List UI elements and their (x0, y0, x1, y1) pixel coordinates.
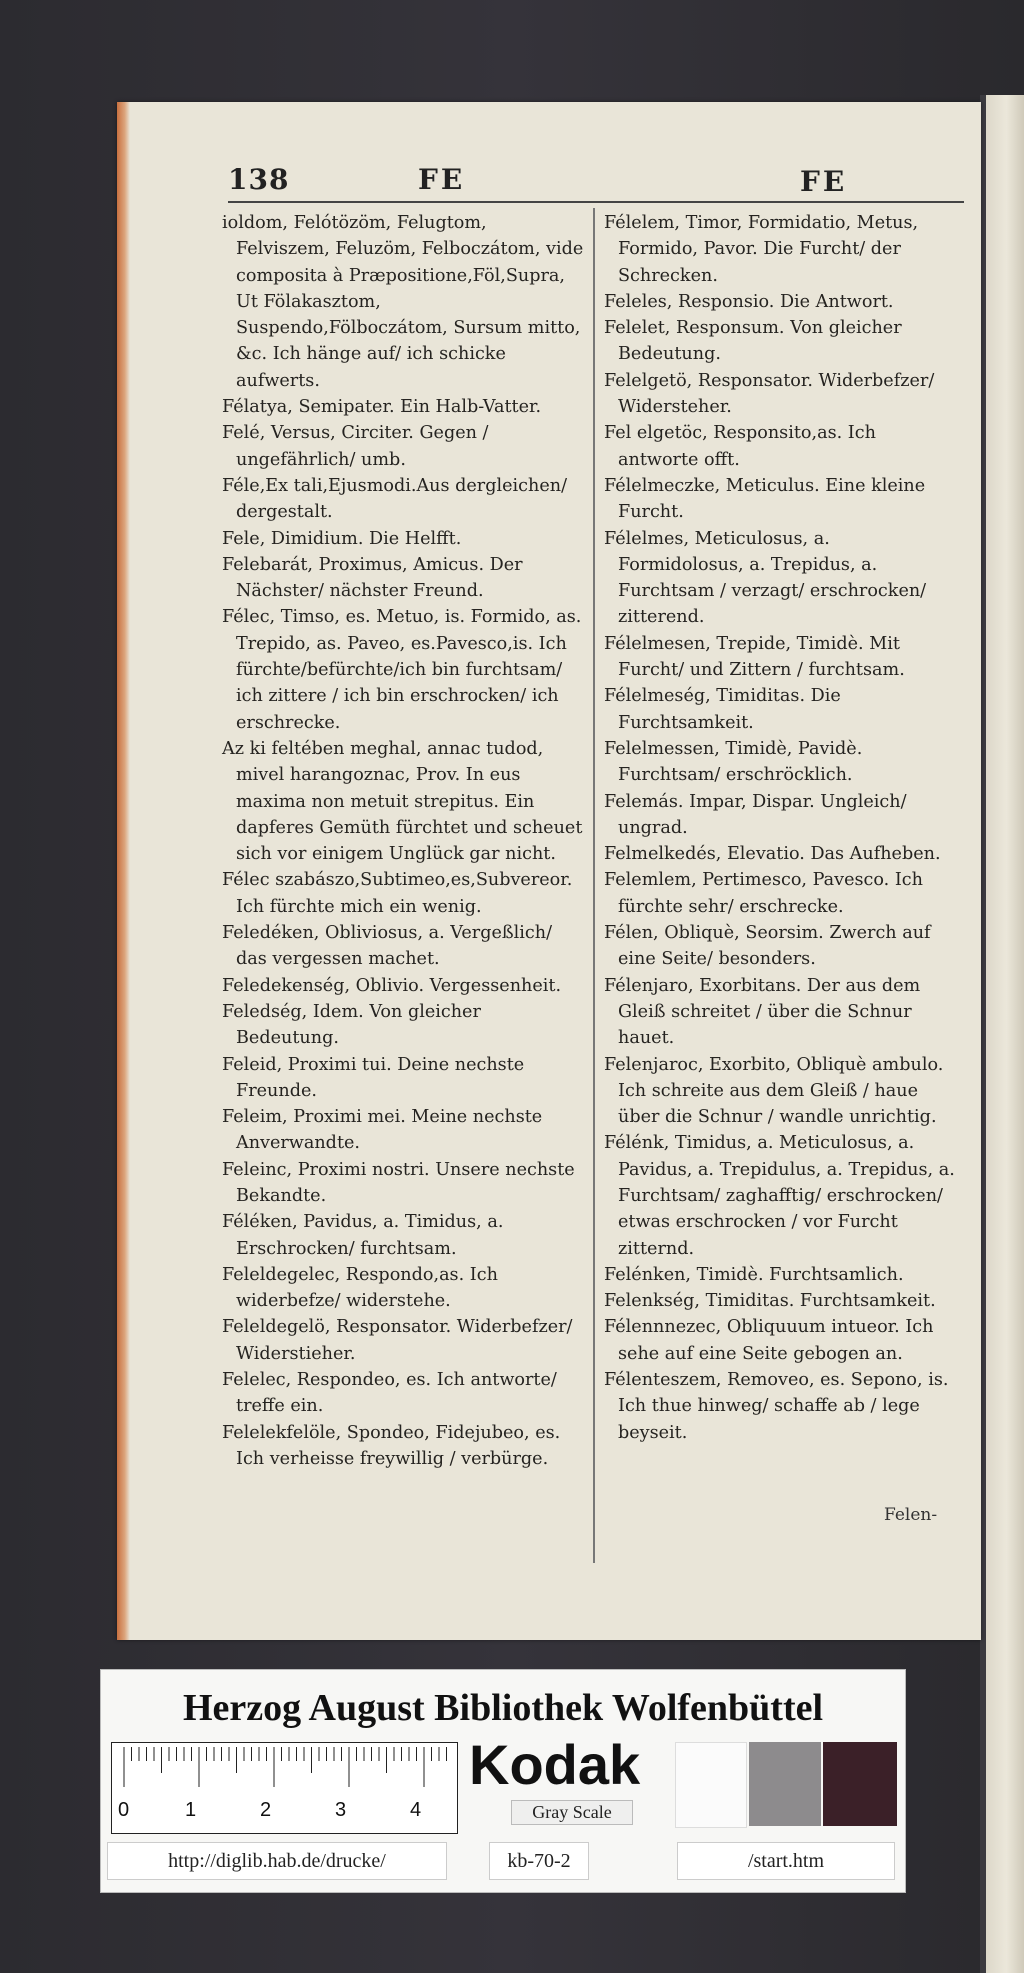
ruler (111, 1742, 458, 1834)
dictionary-entry: Feleles, Responsio. Die Antwort. (604, 291, 894, 312)
dictionary-entry: Félelmes, Meticulosus, a. Formidolosus, a. Trepidus, a. Furchtsam / verzagt/ erschrocken/ zitterend. (604, 528, 927, 628)
page-header (228, 163, 966, 203)
ruler-number: 0 (118, 1799, 130, 1821)
gray-patch-dark (823, 1742, 897, 1826)
gray-patch-mid (749, 1742, 821, 1826)
dictionary-entry: Félec, Timso, es. Metuo, is. Formido, as. Trepido, as. Paveo, es.Pavesco,is. Ich fürchte/befürchte/ich bin furchtsam/ ich zittere / ich bin erschrocken/ ich erschrecke. (222, 607, 582, 733)
dictionary-entry: Felénken, Timidè. Furchtsamlich. (604, 1264, 904, 1285)
dictionary-entry: Feleldegelec, Respondo,as. Ich widerbefze/ widerstehe. (222, 1264, 498, 1312)
kodak-logo: Kodak (469, 1733, 641, 1796)
ruler-number: 1 (185, 1799, 197, 1821)
dictionary-entry: Felemás. Impar, Dispar. Ungleich/ ungrad. (604, 791, 907, 838)
page-edge-shadow (117, 102, 130, 1640)
ruler-ticks (112, 1743, 457, 1833)
dictionary-entry: Féléken, Pavidus, a. Timidus, a. Erschrocken/ furchtsam. (222, 1212, 504, 1259)
dictionary-entry: Felenjaroc, Exorbito, Obliquè ambulo. Ich schreite aus dem Gleiß / haue über die Schnur / wandle unrichtig. (604, 1054, 944, 1128)
dictionary-entry: Felelet, Responsum. Von gleicher Bedeutung. (604, 318, 902, 365)
dictionary-entry: Feledekenség, Oblivio. Vergessenheit. (222, 975, 562, 996)
dictionary-entry: Felelgetö, Responsator. Widerbefzer/ Widersteher. (604, 370, 935, 418)
dictionary-entry: Felelec, Respondeo, es. Ich antworte/ treffe ein. (222, 1370, 557, 1417)
dictionary-entry: Felelekfelöle, Spondeo, Fidejubeo, es. Ich verheisse freywillig / verbürge. (222, 1422, 561, 1469)
dictionary-entry: Feleinc, Proximi nostri. Unsere nechste Bekandte. (222, 1159, 575, 1206)
dictionary-entry: Felé, Versus, Circiter. Gegen / ungefährlich/ umb. (222, 423, 489, 470)
catchword: Felen- (884, 1505, 938, 1525)
dictionary-entry: Félenjaro, Exorbitans. Der aus dem Gleiß schreitet / über die Schnur hauet. (604, 975, 921, 1049)
url-segment: /start.htm (677, 1842, 895, 1880)
ruler-number: 3 (335, 1799, 347, 1821)
dictionary-entry: Félelmesen, Trepide, Timidè. Mit Furcht/ und Zittern / furchtsam. (604, 633, 905, 681)
dictionary-entry: Felenkség, Timiditas. Furchtsamkeit. (604, 1291, 936, 1312)
header-right: FE (800, 165, 848, 198)
dictionary-entry: Félelem, Timor, Formidatio, Metus, Formido, Pavor. Die Furcht/ der Schrecken. (604, 213, 919, 286)
dictionary-entry: Feleldegelö, Responsator. Widerbefzer/ Widerstieher. (222, 1317, 573, 1364)
header-left: FE (418, 163, 466, 196)
dictionary-entry: Félen, Obliquè, Seorsim. Zwerch auf eine Seite/ besonders. (604, 923, 931, 970)
adjacent-page-edge (980, 95, 1024, 1973)
dictionary-entry: Feledéken, Obliviosus, a. Vergeßlich/ das vergessen machet. (222, 923, 553, 970)
dictionary-entry: Felmelkedés, Elevatio. Das Aufheben. (604, 844, 941, 865)
dictionary-entry: Félelmeczke, Meticulus. Eine kleine Furcht. (604, 475, 926, 523)
dictionary-entry: Fele, Dimidium. Die Helfft. (222, 528, 462, 549)
ruler-number: 2 (260, 1799, 272, 1821)
dictionary-entry: Feleim, Proximi mei. Meine nechste Anverwandte. (222, 1107, 543, 1154)
scan-target-card (100, 1669, 906, 1893)
dictionary-entry: Felelmessen, Timidè, Pavidè. Furchtsam/ erschröcklich. (604, 738, 863, 786)
dictionary-entry: Az ki feltében meghal, annac tudod, mivel harangoznac, Prov. In eus maxima non metuit strepitus. Ein dapferes Gemüth fürchtet und scheuet sich vor einigem Unglück gar nicht. (222, 738, 583, 865)
right-column (604, 210, 956, 1446)
dictionary-entry: Félec szabászo,Subtimeo,es,Subvereor. Ich fürchte mich ein wenig. (222, 870, 573, 917)
dictionary-entry: Félénk, Timidus, a. Meticulosus, a. Pavidus, a. Trepidulus, a. Trepidus, a. Furchtsam/ zaghafftig/ erschrocken/ etwas erschrocken / vor Furcht zitternd. (604, 1133, 955, 1259)
dictionary-entry: Felemlem, Pertimesco, Pavesco. Ich fürchte sehr/ erschrecke. (604, 870, 923, 917)
dictionary-entry: Fel elgetöc, Responsito,as. Ich antworte offt. (604, 423, 876, 470)
page-number: 138 (228, 163, 290, 196)
ruler-number: 4 (410, 1799, 422, 1821)
dictionary-entry: Feleid, Proximi tui. Deine nechste Freunde. (222, 1054, 525, 1101)
gray-patch-white (675, 1742, 747, 1828)
dictionary-entry: Felebarát, Proximus, Amicus. Der Nächster/ nächster Freund. (222, 554, 523, 602)
url-segment: kb-70-2 (489, 1842, 589, 1880)
dictionary-entry: Félenteszem, Removeo, es. Sepono, is. Ich thue hinweg/ schaffe ab / lege beyseit. (604, 1370, 949, 1443)
header-rule (228, 201, 964, 203)
dictionary-entry: Félelmeség, Timiditas. Die Furchtsamkeit. (604, 686, 841, 733)
dictionary-entry: Féle,Ex tali,Ejusmodi.Aus dergleichen/ dergestalt. (222, 475, 567, 523)
left-column (222, 210, 584, 1472)
gray-scale-label: Gray Scale (511, 1800, 633, 1825)
dictionary-entry: Feledség, Idem. Von gleicher Bedeutung. (222, 1001, 481, 1049)
dictionary-entry: Félennnezec, Obliquuum intueor. Ich sehe auf eine Seite gebogen an. (604, 1317, 934, 1364)
library-title: Herzog August Bibliothek Wolfenbüttel (182, 1687, 824, 1729)
column-divider (593, 208, 595, 1563)
dictionary-entry: Félatya, Semipater. Ein Halb-Vatter. (222, 397, 542, 418)
dictionary-entry: ioldom, Felótözöm, Felugtom, Felviszem, Feluzöm, Felboczátom, vide composita à Præpositione,Föl,Supra, Ut Fölakasztom, Suspendo,Fölboczátom, Sursum mitto, &c. Ich hänge auf/ ich schicke aufwerts. (222, 213, 584, 391)
url-segment: http://diglib.hab.de/drucke/ (107, 1842, 447, 1880)
